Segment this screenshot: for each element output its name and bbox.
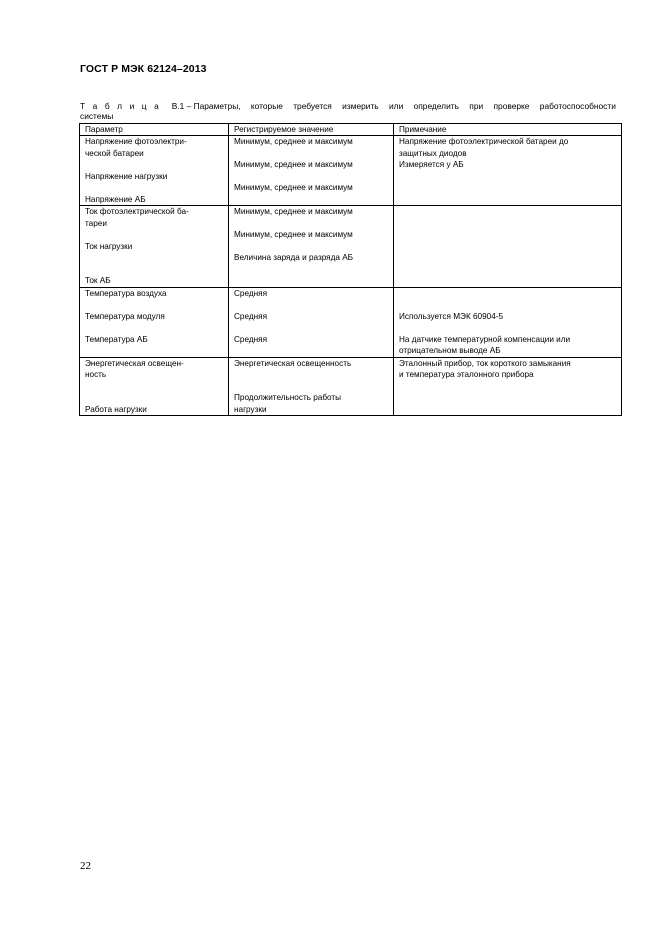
cell-line [85, 229, 223, 241]
cell-line [399, 288, 616, 300]
cell-line: Измеряется у АБ [399, 160, 464, 169]
cell-line: Ток АБ [85, 276, 111, 285]
cell-line [85, 159, 223, 171]
cell-line [399, 206, 616, 218]
cell-line [399, 404, 616, 416]
cell-line: Напряжение нагрузки [85, 171, 168, 181]
cell-line: Ток фотоэлектрической ба- [85, 207, 189, 216]
cell-line: Минимум, среднее и максимум [234, 137, 353, 146]
cell-line [85, 381, 223, 393]
cell-line [85, 322, 223, 334]
table-row [80, 206, 622, 288]
cell-line: Минимум, среднее и максимум [234, 183, 353, 192]
value-cell [229, 357, 394, 416]
value-cell [229, 287, 394, 357]
cell-line: отрицательном выводе АБ [399, 346, 501, 355]
caption-line-2: системы [80, 111, 114, 121]
value-cell [229, 206, 394, 288]
cell-line: Продолжительность работы [234, 393, 342, 402]
cell-line [399, 299, 616, 311]
cell-line: Минимум, среднее и максимум [234, 207, 353, 216]
cell-line: тареи [85, 218, 107, 228]
cell-line: Температура модуля [85, 311, 165, 321]
cell-line [399, 264, 616, 276]
cell-line: Эталонный прибор, ток короткого замыкания [399, 358, 571, 368]
cell-line: нагрузки [234, 404, 267, 414]
cell-line [399, 241, 616, 253]
cell-line [234, 299, 388, 311]
caption-word: требуется [293, 101, 332, 111]
cell-line [399, 218, 616, 230]
cell-line: Минимум, среднее и максимум [234, 230, 353, 239]
cell-line [399, 194, 616, 206]
cell-line: Температура воздуха [85, 288, 167, 298]
cell-line: Энергетическая освещенность [234, 358, 352, 368]
cell-line [399, 322, 616, 334]
value-cell [229, 136, 394, 206]
cell-line [399, 171, 616, 183]
note-cell [394, 287, 622, 357]
cell-line [399, 275, 616, 287]
parameter-cell [80, 206, 229, 288]
table-row [80, 136, 622, 206]
table-row [80, 357, 622, 416]
cell-line: и температура эталонного прибора [399, 370, 534, 379]
cell-line [234, 381, 388, 393]
cell-line [234, 171, 388, 183]
table-header-row [80, 124, 622, 136]
cell-line [234, 275, 388, 287]
cell-line [234, 264, 388, 276]
cell-line [85, 264, 223, 276]
page-number: 22 [80, 860, 91, 872]
cell-line: Величина заряда и разряда АБ [234, 253, 354, 262]
cell-line [399, 229, 616, 241]
cell-line [399, 392, 616, 404]
cell-line: Ток нагрузки [85, 241, 133, 251]
cell-line: Минимум, среднее и максимум [234, 160, 353, 169]
cell-line: Напряжение АБ [85, 194, 146, 204]
cell-line [234, 345, 388, 357]
cell-line [234, 194, 388, 206]
table-caption [80, 101, 616, 121]
cell-line [85, 182, 223, 194]
note-cell [394, 357, 622, 416]
parameter-cell [80, 287, 229, 357]
cell-line: ность [85, 370, 107, 379]
document-header: ГОСТ Р МЭК 62124–2013 [80, 63, 207, 75]
table-row [80, 287, 622, 357]
caption-word: определить [413, 101, 459, 111]
cell-line: На датчике температурной компенсации или [399, 334, 571, 344]
caption-word: измерить [342, 101, 379, 111]
cell-line: ческой батареи [85, 148, 144, 158]
cell-line: Напряжение фотоэлектри- [85, 137, 187, 146]
caption-prefix: Т а б л и ц а [80, 101, 162, 111]
header-parameter: Параметр [80, 124, 229, 136]
note-cell [394, 206, 622, 288]
parameter-cell [80, 357, 229, 416]
caption-word: при [469, 101, 484, 111]
cell-line: Температура АБ [85, 334, 148, 344]
cell-line [234, 241, 388, 253]
cell-line [85, 392, 223, 404]
parameter-cell [80, 136, 229, 206]
parameters-table [79, 123, 622, 416]
cell-line: Напряжение фотоэлектрической батареи до [399, 137, 569, 146]
cell-line: Работа нагрузки [85, 404, 147, 414]
cell-line [234, 148, 388, 160]
cell-line: Используется МЭК 60904-5 [399, 311, 504, 321]
cell-line: Средняя [234, 311, 268, 321]
cell-line: Средняя [234, 288, 268, 298]
header-note: Примечание [394, 124, 622, 136]
caption-word: проверке [493, 101, 530, 111]
caption-number: В.1 – Параметры, [171, 101, 241, 111]
caption-word: работоспособности [539, 101, 616, 111]
cell-line [85, 345, 223, 357]
cell-line [85, 252, 223, 264]
cell-line [234, 369, 388, 381]
cell-line [234, 218, 388, 230]
cell-line [399, 381, 616, 393]
note-cell [394, 136, 622, 206]
cell-line [399, 182, 616, 194]
caption-word: которые [250, 101, 283, 111]
cell-line: Энергетическая освещен- [85, 358, 184, 368]
cell-line: защитных диодов [399, 148, 467, 158]
cell-line [399, 252, 616, 264]
header-recorded-value: Регистрируемое значение [229, 124, 394, 136]
caption-line-1 [80, 101, 616, 111]
cell-line: Средняя [234, 334, 268, 344]
cell-line [234, 322, 388, 334]
cell-line [85, 299, 223, 311]
caption-word: или [389, 101, 404, 111]
